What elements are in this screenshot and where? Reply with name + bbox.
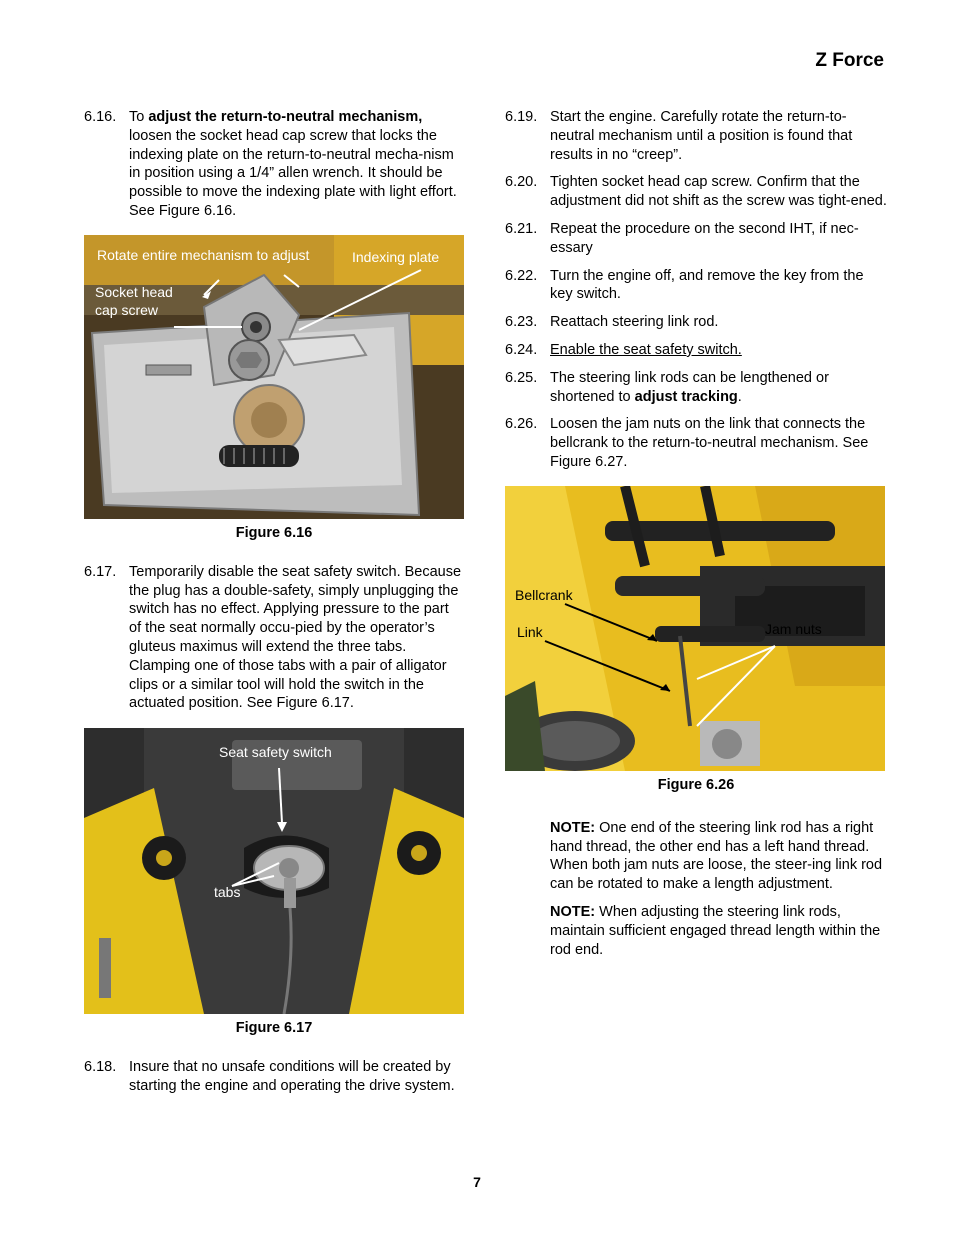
step-text: Reattach steering link rod. xyxy=(550,314,719,331)
label-indexing-plate: Indexing plate xyxy=(352,248,440,265)
note-label: NOTE: xyxy=(550,903,596,920)
step-text: Start the engine. Carefully rotate the return-to-neutral mechanism until a position is found that results in no “creep”. xyxy=(550,109,853,163)
step-number: 6.22. xyxy=(505,267,538,284)
step-number: 6.24. xyxy=(505,341,538,358)
left-column xyxy=(84,108,464,1105)
label-jam-nuts: Jam nuts xyxy=(765,620,822,637)
step-6-24 xyxy=(505,341,887,360)
step-text: Tighten socket head cap screw. Confirm that the adjustment did not shift as the screw was tight-ened. xyxy=(550,174,887,210)
note-2 xyxy=(505,903,887,959)
note-1 xyxy=(505,819,887,894)
figure-6-17-photo xyxy=(84,728,464,1014)
label-rotate-mechanism: Rotate entire mechanism to adjust xyxy=(97,246,310,263)
step-6-17 xyxy=(84,563,464,713)
step-number: 6.26. xyxy=(505,416,538,433)
step-6-26 xyxy=(505,415,887,471)
figure-6-26-photo xyxy=(505,486,885,771)
step-number: 6.19. xyxy=(505,109,538,125)
step-6-20 xyxy=(505,173,887,211)
step-6-22 xyxy=(505,267,887,305)
page-number: 7 xyxy=(473,1174,481,1190)
label-seat-safety-switch: Seat safety switch xyxy=(219,744,332,761)
figure-6-16-photo xyxy=(84,235,464,519)
label-link: Link xyxy=(517,623,543,640)
step-text: loosen the socket head cap screw that locks the indexing plate on the return-to-neutral mecha-nism in position using a 1/4” allen wrench. It should be possible to move the indexing plate with light effort. See Figure 6.16. xyxy=(129,127,457,219)
label-bellcrank: Bellcrank xyxy=(515,586,573,603)
label-cap-screw: cap screw xyxy=(95,301,159,318)
step-bold-text: adjust tracking xyxy=(634,388,738,405)
step-6-21 xyxy=(505,220,887,258)
step-text: Turn the engine off, and remove the key from the key switch. xyxy=(550,267,864,303)
step-text: Temporarily disable the seat safety switch. Because the plug has a double-safety, simply unplugging the switch has no effect. Applying pressure to the part of the seat normally occu-pied by the operator’s gluteus maximus will extend the three tabs. Clamping one of those tabs with a pair of alligator clips or a similar tool will hold the switch in the actuated position. See Figure 6.17. xyxy=(129,563,462,712)
step-6-19 xyxy=(505,108,887,164)
step-number: 6.23. xyxy=(505,314,538,331)
step-6-16 xyxy=(84,108,464,221)
step-prefix: To xyxy=(129,109,149,125)
step-number: 6.18. xyxy=(84,1059,117,1076)
label-socket-head: Socket head xyxy=(95,283,173,300)
step-number: 6.25. xyxy=(505,369,538,386)
step-text: Loosen the jam nuts on the link that connects the bellcrank to the return-to-neutral mechanism. See Figure 6.27. xyxy=(550,416,869,470)
step-text: The steering link rods can be lengthened or shortened to xyxy=(550,369,829,405)
note-text: One end of the steering link rod has a right hand thread, the other end has a left hand thread. When both jam nuts are loose, the steer-ing link rod can be rotated to make a length adjustment. xyxy=(550,819,883,893)
step-6-25 xyxy=(505,369,887,407)
step-suffix: . xyxy=(737,388,742,405)
mechanism-photo-illustration xyxy=(84,235,464,519)
step-6-18 xyxy=(84,1058,464,1096)
step-number: 6.17. xyxy=(84,563,117,580)
linkage-photo-illustration xyxy=(505,486,885,771)
step-bold-text: adjust the return-to-neutral mechanism, xyxy=(148,109,423,125)
label-tabs: tabs xyxy=(214,884,241,901)
figure-6-16-caption: Figure 6.16 xyxy=(235,524,313,541)
figure-6-17-caption: Figure 6.17 xyxy=(235,1020,313,1037)
step-number: 6.16. xyxy=(84,109,117,125)
step-text: Repeat the procedure on the second IHT, if nec-essary xyxy=(550,220,859,256)
seat-switch-photo-illustration xyxy=(84,728,464,1014)
right-column xyxy=(505,108,887,968)
figure-6-26-caption: Figure 6.26 xyxy=(657,776,735,793)
step-number: 6.20. xyxy=(505,174,538,191)
step-text: Insure that no unsafe conditions will be created by starting the engine and operating the drive system. xyxy=(129,1059,455,1094)
note-text: When adjusting the steering link rods, maintain sufficient engaged thread length within the rod end. xyxy=(550,903,881,958)
step-6-23 xyxy=(505,313,887,332)
step-number: 6.21. xyxy=(505,220,538,237)
page-header-title: Z Force xyxy=(815,50,884,71)
step-text: Enable the seat safety switch. xyxy=(550,341,742,358)
note-label: NOTE: xyxy=(550,819,596,836)
